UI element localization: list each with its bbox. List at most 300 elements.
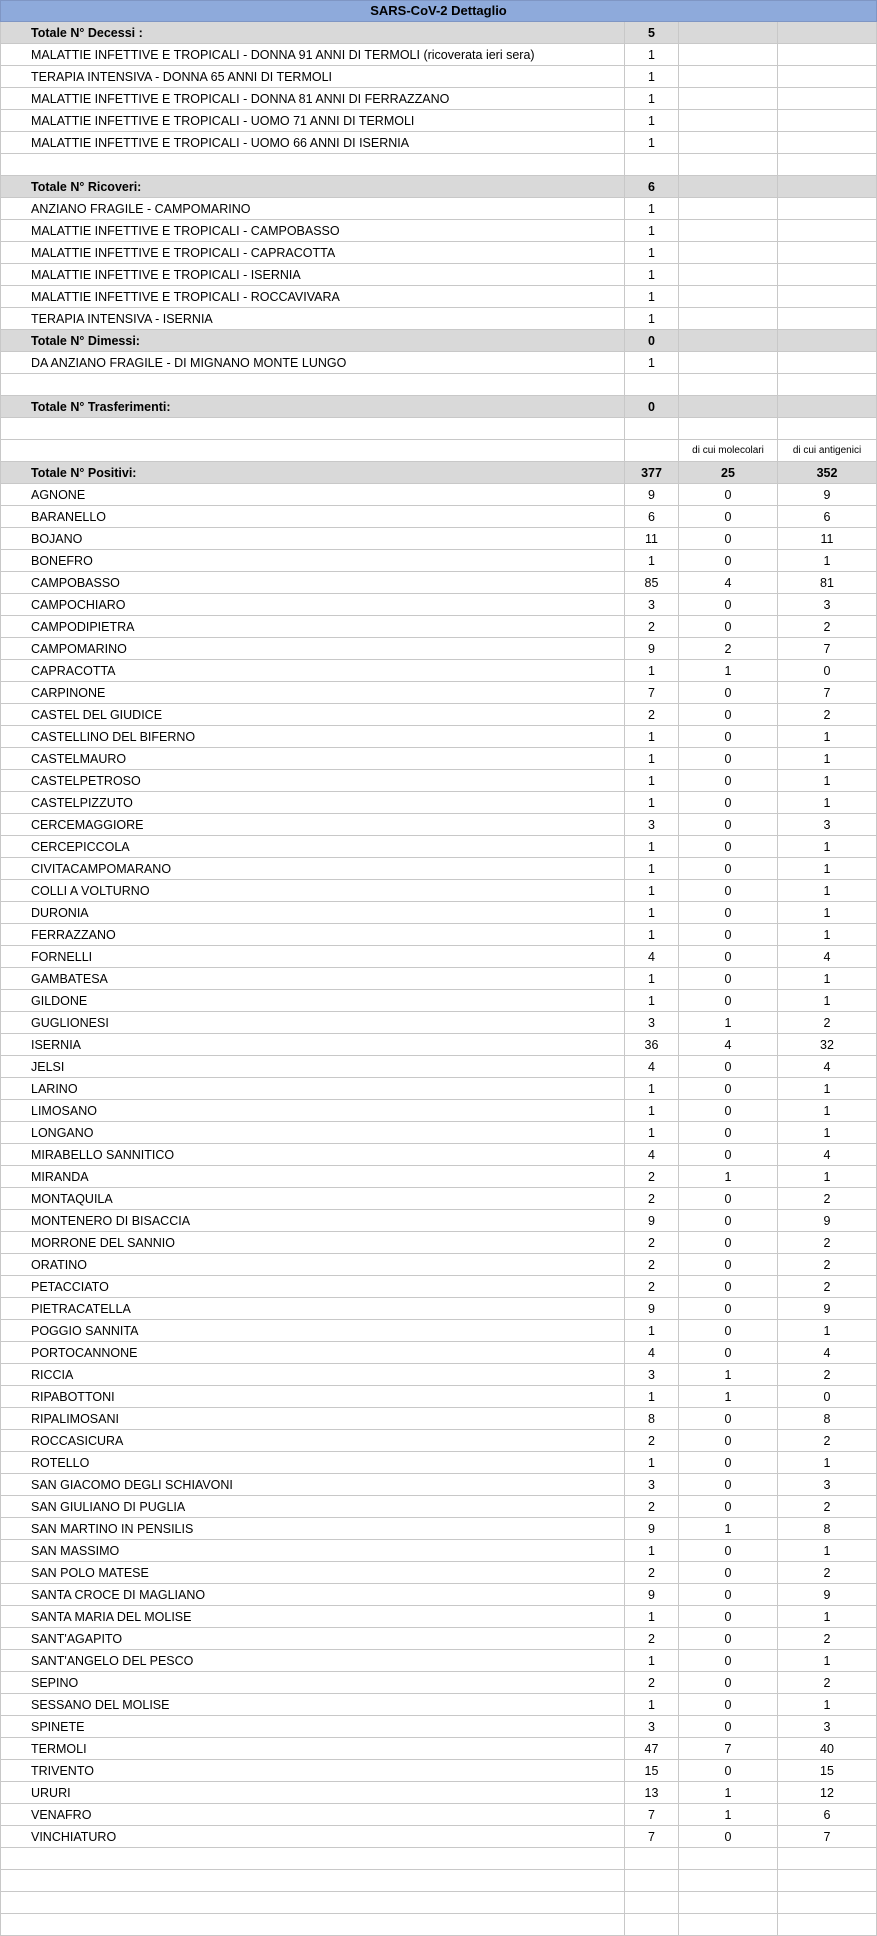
municipality-row bbox=[0, 1144, 877, 1166]
antigen-value bbox=[778, 154, 877, 176]
total-value: 8 bbox=[625, 1408, 679, 1430]
total-value: 2 bbox=[625, 1430, 679, 1452]
total-value: 1 bbox=[625, 770, 679, 792]
row-label: BARANELLO bbox=[0, 506, 625, 528]
municipality-row bbox=[0, 880, 877, 902]
row-label: MALATTIE INFETTIVE E TROPICALI - CAPRACOTTA bbox=[0, 242, 625, 264]
antigen-value: 8 bbox=[778, 1408, 877, 1430]
total-value: 1 bbox=[625, 308, 679, 330]
antigen-value: 9 bbox=[778, 1584, 877, 1606]
row-label: SESSANO DEL MOLISE bbox=[0, 1694, 625, 1716]
molecular-value: 0 bbox=[679, 792, 778, 814]
row-label: RICCIA bbox=[0, 1364, 625, 1386]
row-label: JELSI bbox=[0, 1056, 625, 1078]
molecular-value: 1 bbox=[679, 1364, 778, 1386]
antigen-value: 2 bbox=[778, 1188, 877, 1210]
row-label bbox=[0, 154, 625, 176]
municipality-row bbox=[0, 616, 877, 638]
antigen-value: 40 bbox=[778, 1738, 877, 1760]
row-label: GAMBATESA bbox=[0, 968, 625, 990]
molecular-value: 1 bbox=[679, 1166, 778, 1188]
antigen-value bbox=[778, 286, 877, 308]
total-value: 1 bbox=[625, 66, 679, 88]
antigen-value: 1 bbox=[778, 968, 877, 990]
municipality-row bbox=[0, 836, 877, 858]
antigen-value bbox=[778, 418, 877, 440]
municipality-row bbox=[0, 1430, 877, 1452]
molecular-value: 0 bbox=[679, 1232, 778, 1254]
total-value: 1 bbox=[625, 748, 679, 770]
molecular-value: 0 bbox=[679, 1584, 778, 1606]
antigen-value bbox=[778, 264, 877, 286]
positives-column-header bbox=[0, 440, 877, 462]
molecular-value: 0 bbox=[679, 726, 778, 748]
row-label: TERMOLI bbox=[0, 1738, 625, 1760]
antigen-value: 32 bbox=[778, 1034, 877, 1056]
total-value: 15 bbox=[625, 1760, 679, 1782]
molecular-value: 0 bbox=[679, 1606, 778, 1628]
total-value: 1 bbox=[625, 1452, 679, 1474]
municipality-row bbox=[0, 528, 877, 550]
antigen-value: 2 bbox=[778, 1496, 877, 1518]
antigen-value: 4 bbox=[778, 1342, 877, 1364]
antigen-value: 3 bbox=[778, 1474, 877, 1496]
total-value: 1 bbox=[625, 924, 679, 946]
total-value: 2 bbox=[625, 1276, 679, 1298]
total-value: 1 bbox=[625, 726, 679, 748]
death-row bbox=[0, 44, 877, 66]
row-label: MIRABELLO SANNITICO bbox=[0, 1144, 625, 1166]
total-value: 47 bbox=[625, 1738, 679, 1760]
antigen-value: 1 bbox=[778, 880, 877, 902]
row-label: ANZIANO FRAGILE - CAMPOMARINO bbox=[0, 198, 625, 220]
molecular-value: 0 bbox=[679, 1100, 778, 1122]
total-value: 3 bbox=[625, 1716, 679, 1738]
molecular-value: 0 bbox=[679, 506, 778, 528]
total-value: 1 bbox=[625, 902, 679, 924]
antigen-value: 15 bbox=[778, 1760, 877, 1782]
antigen-value: 1 bbox=[778, 858, 877, 880]
municipality-row bbox=[0, 990, 877, 1012]
municipality-row bbox=[0, 1782, 877, 1804]
molecular-value: 0 bbox=[679, 1452, 778, 1474]
antigen-value bbox=[778, 242, 877, 264]
total-value bbox=[625, 1892, 679, 1914]
total-value: 9 bbox=[625, 1210, 679, 1232]
row-label bbox=[0, 440, 625, 462]
municipality-row bbox=[0, 638, 877, 660]
row-label: MIRANDA bbox=[0, 1166, 625, 1188]
total-value: 1 bbox=[625, 792, 679, 814]
municipality-row bbox=[0, 1188, 877, 1210]
row-label: RIPABOTTONI bbox=[0, 1386, 625, 1408]
row-label: ROTELLO bbox=[0, 1452, 625, 1474]
municipality-row bbox=[0, 1078, 877, 1100]
total-value: 7 bbox=[625, 682, 679, 704]
antigen-value: 9 bbox=[778, 1298, 877, 1320]
antigen-value bbox=[778, 374, 877, 396]
molecular-value: 0 bbox=[679, 1496, 778, 1518]
total-value: 2 bbox=[625, 1672, 679, 1694]
antigen-value: 1 bbox=[778, 1078, 877, 1100]
antigen-value: 2 bbox=[778, 1254, 877, 1276]
antigen-value: 4 bbox=[778, 946, 877, 968]
municipality-row bbox=[0, 1760, 877, 1782]
antigen-value bbox=[778, 1892, 877, 1914]
antigen-value: 1 bbox=[778, 836, 877, 858]
total-value: 1 bbox=[625, 264, 679, 286]
row-label: TERAPIA INTENSIVA - ISERNIA bbox=[0, 308, 625, 330]
molecular-value: 0 bbox=[679, 484, 778, 506]
total-value: 4 bbox=[625, 946, 679, 968]
antigen-value: 1 bbox=[778, 1606, 877, 1628]
admissions-total-row bbox=[0, 176, 877, 198]
row-label: SANT'ANGELO DEL PESCO bbox=[0, 1650, 625, 1672]
molecular-value: 1 bbox=[679, 1012, 778, 1034]
row-label: SANTA CROCE DI MAGLIANO bbox=[0, 1584, 625, 1606]
spacer-row bbox=[0, 374, 877, 396]
row-label: DA ANZIANO FRAGILE - DI MIGNANO MONTE LUNGO bbox=[0, 352, 625, 374]
molecular-value bbox=[679, 330, 778, 352]
antigen-value bbox=[778, 330, 877, 352]
row-label: CIVITACAMPOMARANO bbox=[0, 858, 625, 880]
antigen-value bbox=[778, 352, 877, 374]
row-label: SEPINO bbox=[0, 1672, 625, 1694]
molecular-value: 0 bbox=[679, 968, 778, 990]
row-label: CASTELPETROSO bbox=[0, 770, 625, 792]
total-value: 0 bbox=[625, 396, 679, 418]
molecular-value: 0 bbox=[679, 1188, 778, 1210]
molecular-value bbox=[679, 66, 778, 88]
total-value: 5 bbox=[625, 22, 679, 44]
row-label: BONEFRO bbox=[0, 550, 625, 572]
municipality-row bbox=[0, 1276, 877, 1298]
row-label: LONGANO bbox=[0, 1122, 625, 1144]
row-label: SAN GIACOMO DEGLI SCHIAVONI bbox=[0, 1474, 625, 1496]
molecular-value: 1 bbox=[679, 1518, 778, 1540]
antigen-value bbox=[778, 396, 877, 418]
total-value: 1 bbox=[625, 990, 679, 1012]
total-value: 9 bbox=[625, 1584, 679, 1606]
municipality-row bbox=[0, 1012, 877, 1034]
municipality-row bbox=[0, 704, 877, 726]
molecular-value bbox=[679, 198, 778, 220]
municipality-row bbox=[0, 726, 877, 748]
municipality-row bbox=[0, 484, 877, 506]
municipality-row bbox=[0, 1474, 877, 1496]
death-row bbox=[0, 132, 877, 154]
antigen-value bbox=[778, 1914, 877, 1936]
molecular-value: 0 bbox=[679, 836, 778, 858]
total-value: 36 bbox=[625, 1034, 679, 1056]
total-value: 3 bbox=[625, 1364, 679, 1386]
molecular-value: 0 bbox=[679, 858, 778, 880]
molecular-value bbox=[679, 374, 778, 396]
row-label: CAMPOCHIARO bbox=[0, 594, 625, 616]
municipality-row bbox=[0, 1122, 877, 1144]
admission-row bbox=[0, 286, 877, 308]
molecular-value: 1 bbox=[679, 1782, 778, 1804]
row-label: AGNONE bbox=[0, 484, 625, 506]
molecular-value bbox=[679, 22, 778, 44]
total-value: 1 bbox=[625, 1386, 679, 1408]
death-row bbox=[0, 110, 877, 132]
municipality-row bbox=[0, 1364, 877, 1386]
municipality-row bbox=[0, 924, 877, 946]
death-row bbox=[0, 88, 877, 110]
antigen-value: 1 bbox=[778, 1540, 877, 1562]
antigen-value: 2 bbox=[778, 1628, 877, 1650]
row-label: MALATTIE INFETTIVE E TROPICALI - DONNA 91 ANNI DI TERMOLI (ricoverata ieri sera) bbox=[0, 44, 625, 66]
municipality-row bbox=[0, 1342, 877, 1364]
antigen-value bbox=[778, 220, 877, 242]
total-value: 1 bbox=[625, 660, 679, 682]
total-value: 1 bbox=[625, 44, 679, 66]
municipality-row bbox=[0, 1298, 877, 1320]
admission-row bbox=[0, 198, 877, 220]
row-label: Totale N° Ricoveri: bbox=[0, 176, 625, 198]
row-label: ISERNIA bbox=[0, 1034, 625, 1056]
municipality-row bbox=[0, 1210, 877, 1232]
row-label: CASTELLINO DEL BIFERNO bbox=[0, 726, 625, 748]
molecular-value: 0 bbox=[679, 1320, 778, 1342]
row-label: POGGIO SANNITA bbox=[0, 1320, 625, 1342]
molecular-value bbox=[679, 264, 778, 286]
total-value: 1 bbox=[625, 1650, 679, 1672]
row-label: COLLI A VOLTURNO bbox=[0, 880, 625, 902]
row-label: CAMPOBASSO bbox=[0, 572, 625, 594]
municipality-row bbox=[0, 1320, 877, 1342]
molecular-value: 0 bbox=[679, 1122, 778, 1144]
row-label: SAN POLO MATESE bbox=[0, 1562, 625, 1584]
molecular-value: 0 bbox=[679, 1716, 778, 1738]
molecular-value: 0 bbox=[679, 748, 778, 770]
row-label: Totale N° Trasferimenti: bbox=[0, 396, 625, 418]
molecular-value: 0 bbox=[679, 528, 778, 550]
total-value: 6 bbox=[625, 506, 679, 528]
molecular-value: 0 bbox=[679, 1628, 778, 1650]
molecular-value: 0 bbox=[679, 1430, 778, 1452]
row-label: MALATTIE INFETTIVE E TROPICALI - ROCCAVIVARA bbox=[0, 286, 625, 308]
total-value: 2 bbox=[625, 1496, 679, 1518]
municipality-row bbox=[0, 968, 877, 990]
molecular-value bbox=[679, 1892, 778, 1914]
molecular-value: 0 bbox=[679, 1210, 778, 1232]
antigen-value: 6 bbox=[778, 506, 877, 528]
municipality-row bbox=[0, 858, 877, 880]
total-value: 1 bbox=[625, 88, 679, 110]
row-label: SAN GIULIANO DI PUGLIA bbox=[0, 1496, 625, 1518]
molecular-value: 0 bbox=[679, 1672, 778, 1694]
row-label: SANT'AGAPITO bbox=[0, 1628, 625, 1650]
total-value: 377 bbox=[625, 462, 679, 484]
total-value: 1 bbox=[625, 1320, 679, 1342]
death-row bbox=[0, 66, 877, 88]
antigen-value: 1 bbox=[778, 1452, 877, 1474]
row-label: CAMPODIPIETRA bbox=[0, 616, 625, 638]
antigen-value: 1 bbox=[778, 770, 877, 792]
municipality-row bbox=[0, 1518, 877, 1540]
total-value: 1 bbox=[625, 550, 679, 572]
molecular-value: 2 bbox=[679, 638, 778, 660]
admission-row bbox=[0, 220, 877, 242]
molecular-value: 0 bbox=[679, 594, 778, 616]
antigen-value: 0 bbox=[778, 1386, 877, 1408]
molecular-value: 0 bbox=[679, 946, 778, 968]
total-value: 1 bbox=[625, 1078, 679, 1100]
row-label: LARINO bbox=[0, 1078, 625, 1100]
municipality-row bbox=[0, 1738, 877, 1760]
antigen-value bbox=[778, 176, 877, 198]
molecular-value bbox=[679, 44, 778, 66]
antigen-value: 6 bbox=[778, 1804, 877, 1826]
antigen-value: 1 bbox=[778, 902, 877, 924]
row-label: Totale N° Dimessi: bbox=[0, 330, 625, 352]
total-value: 2 bbox=[625, 1232, 679, 1254]
row-label: PORTOCANNONE bbox=[0, 1342, 625, 1364]
molecular-value: 0 bbox=[679, 1408, 778, 1430]
municipality-row bbox=[0, 1452, 877, 1474]
total-value: 1 bbox=[625, 242, 679, 264]
row-label: TRIVENTO bbox=[0, 1760, 625, 1782]
total-value bbox=[625, 1870, 679, 1892]
row-label: VENAFRO bbox=[0, 1804, 625, 1826]
molecular-value bbox=[679, 220, 778, 242]
antigen-value bbox=[778, 1870, 877, 1892]
row-label: SANTA MARIA DEL MOLISE bbox=[0, 1606, 625, 1628]
total-value: 1 bbox=[625, 132, 679, 154]
row-label: FORNELLI bbox=[0, 946, 625, 968]
municipality-row bbox=[0, 1100, 877, 1122]
row-label: URURI bbox=[0, 1782, 625, 1804]
municipality-row bbox=[0, 1562, 877, 1584]
total-value: 1 bbox=[625, 286, 679, 308]
antigen-value: 7 bbox=[778, 682, 877, 704]
row-label: MALATTIE INFETTIVE E TROPICALI - UOMO 66 ANNI DI ISERNIA bbox=[0, 132, 625, 154]
municipality-row bbox=[0, 1496, 877, 1518]
antigen-value bbox=[778, 198, 877, 220]
molecular-value bbox=[679, 1914, 778, 1936]
row-label: BOJANO bbox=[0, 528, 625, 550]
row-label: SAN MARTINO IN PENSILIS bbox=[0, 1518, 625, 1540]
spacer-row bbox=[0, 418, 877, 440]
row-label: MALATTIE INFETTIVE E TROPICALI - ISERNIA bbox=[0, 264, 625, 286]
row-label: ORATINO bbox=[0, 1254, 625, 1276]
total-value bbox=[625, 154, 679, 176]
row-label: MONTAQUILA bbox=[0, 1188, 625, 1210]
molecular-value: 0 bbox=[679, 1254, 778, 1276]
total-value: 1 bbox=[625, 1122, 679, 1144]
molecular-value bbox=[679, 110, 778, 132]
molecular-value: 0 bbox=[679, 902, 778, 924]
row-label: PETACCIATO bbox=[0, 1276, 625, 1298]
antigen-value: 352 bbox=[778, 462, 877, 484]
molecular-value bbox=[679, 176, 778, 198]
antigen-value: 1 bbox=[778, 924, 877, 946]
antigen-value: 2 bbox=[778, 1012, 877, 1034]
molecular-value: 0 bbox=[679, 1562, 778, 1584]
row-label: CASTEL DEL GIUDICE bbox=[0, 704, 625, 726]
municipality-row bbox=[0, 1386, 877, 1408]
row-label bbox=[0, 418, 625, 440]
antigen-value: 7 bbox=[778, 1826, 877, 1848]
positives-total-row bbox=[0, 462, 877, 484]
empty-row bbox=[0, 1892, 877, 1914]
total-value: 13 bbox=[625, 1782, 679, 1804]
molecular-value: 0 bbox=[679, 990, 778, 1012]
municipality-row bbox=[0, 572, 877, 594]
total-value: 9 bbox=[625, 1298, 679, 1320]
empty-row bbox=[0, 1914, 877, 1936]
municipality-row bbox=[0, 1826, 877, 1848]
antigen-value: 3 bbox=[778, 1716, 877, 1738]
row-label: MALATTIE INFETTIVE E TROPICALI - CAMPOBASSO bbox=[0, 220, 625, 242]
molecular-value: 0 bbox=[679, 1056, 778, 1078]
total-value: 1 bbox=[625, 968, 679, 990]
row-label: RIPALIMOSANI bbox=[0, 1408, 625, 1430]
molecular-value: 0 bbox=[679, 616, 778, 638]
antigen-value: 9 bbox=[778, 1210, 877, 1232]
municipality-row bbox=[0, 770, 877, 792]
total-value: 3 bbox=[625, 1474, 679, 1496]
row-label: TERAPIA INTENSIVA - DONNA 65 ANNI DI TERMOLI bbox=[0, 66, 625, 88]
antigen-value: 1 bbox=[778, 726, 877, 748]
molecular-value: 0 bbox=[679, 550, 778, 572]
municipality-row bbox=[0, 506, 877, 528]
municipality-row bbox=[0, 682, 877, 704]
municipality-row bbox=[0, 1804, 877, 1826]
total-value: 2 bbox=[625, 1254, 679, 1276]
admission-row bbox=[0, 308, 877, 330]
municipality-row bbox=[0, 946, 877, 968]
antigen-value: 1 bbox=[778, 1650, 877, 1672]
antigen-value bbox=[778, 22, 877, 44]
row-label: CAMPOMARINO bbox=[0, 638, 625, 660]
molecular-value bbox=[679, 132, 778, 154]
total-value: 2 bbox=[625, 616, 679, 638]
molecular-value: 0 bbox=[679, 1650, 778, 1672]
row-label: MONTENERO DI BISACCIA bbox=[0, 1210, 625, 1232]
molecular-value: 0 bbox=[679, 1474, 778, 1496]
row-label: CARPINONE bbox=[0, 682, 625, 704]
municipality-row bbox=[0, 902, 877, 924]
municipality-row bbox=[0, 1672, 877, 1694]
molecular-value: 0 bbox=[679, 814, 778, 836]
antigen-value: 1 bbox=[778, 990, 877, 1012]
antigen-value: 12 bbox=[778, 1782, 877, 1804]
molecular-value bbox=[679, 1848, 778, 1870]
molecular-value: 0 bbox=[679, 1342, 778, 1364]
row-label: LIMOSANO bbox=[0, 1100, 625, 1122]
total-value: 4 bbox=[625, 1056, 679, 1078]
total-value bbox=[625, 374, 679, 396]
empty-row bbox=[0, 1870, 877, 1892]
total-value: 85 bbox=[625, 572, 679, 594]
municipality-row bbox=[0, 748, 877, 770]
molecular-value bbox=[679, 418, 778, 440]
antigen-value: 2 bbox=[778, 1364, 877, 1386]
molecular-value: 0 bbox=[679, 880, 778, 902]
total-value: 3 bbox=[625, 594, 679, 616]
antigen-value: 3 bbox=[778, 814, 877, 836]
municipality-row bbox=[0, 1034, 877, 1056]
row-label: VINCHIATURO bbox=[0, 1826, 625, 1848]
municipality-row bbox=[0, 550, 877, 572]
molecular-value: 0 bbox=[679, 1540, 778, 1562]
antigen-value: 3 bbox=[778, 594, 877, 616]
antigen-value: 2 bbox=[778, 704, 877, 726]
municipality-row bbox=[0, 1540, 877, 1562]
